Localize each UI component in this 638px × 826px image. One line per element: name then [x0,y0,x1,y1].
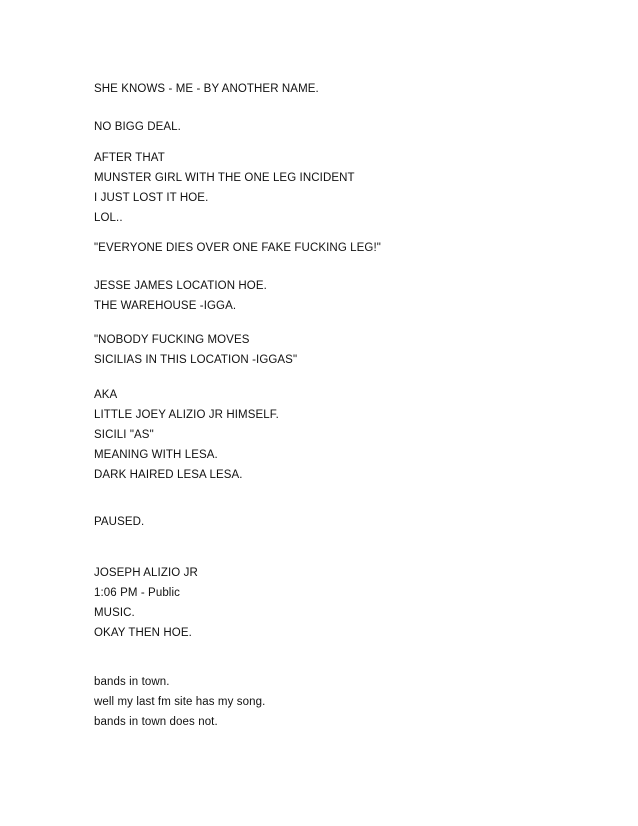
text-line: DARK HAIRED LESA LESA. [94,469,243,481]
text-line: LITTLE JOEY ALIZIO JR HIMSELF. [94,409,279,421]
text-line: SICILIAS IN THIS LOCATION -IGGAS" [94,354,298,366]
text-line: bands in town. [94,676,170,688]
text-line: bands in town does not. [94,716,218,728]
text-line: LOL.. [94,212,123,224]
text-line: PAUSED. [94,516,145,528]
text-line: "NOBODY FUCKING MOVES [94,334,250,346]
text-line: JOSEPH ALIZIO JR [94,567,198,579]
text-line: MUSIC. [94,607,135,619]
text-line: I JUST LOST IT HOE. [94,192,209,204]
text-line: 1:06 PM - Public [94,587,180,599]
text-line: JESSE JAMES LOCATION HOE. [94,280,267,292]
text-line: THE WAREHOUSE -IGGA. [94,300,237,312]
text-line: OKAY THEN HOE. [94,627,192,639]
text-line: MEANING WITH LESA. [94,449,218,461]
text-line: SHE KNOWS - ME - BY ANOTHER NAME. [94,83,319,95]
text-line: SICILI "AS" [94,429,154,441]
text-line: AKA [94,389,118,401]
text-line: AFTER THAT [94,152,165,164]
text-line: NO BIGG DEAL. [94,121,181,133]
text-line: well my last fm site has my song. [94,696,266,708]
text-line: MUNSTER GIRL WITH THE ONE LEG INCIDENT [94,172,355,184]
text-line: "EVERYONE DIES OVER ONE FAKE FUCKING LEG!" [94,242,381,254]
